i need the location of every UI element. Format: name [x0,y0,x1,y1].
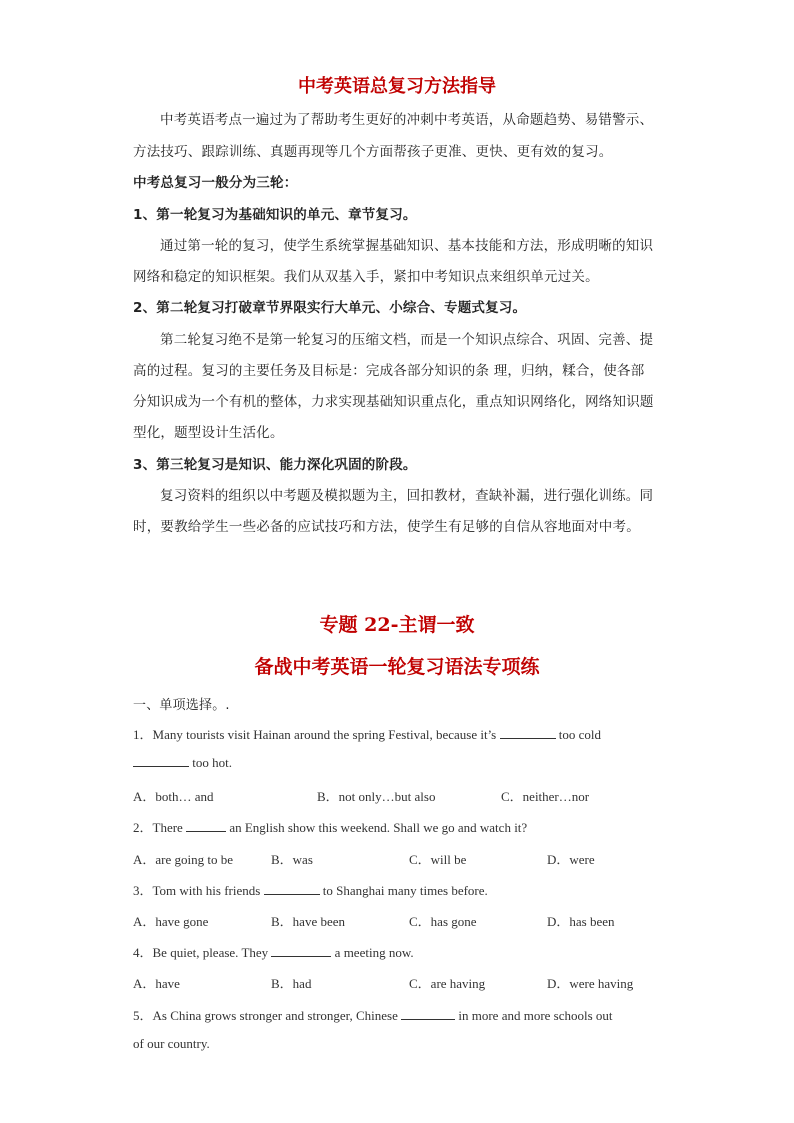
question-number: 4． [133,945,153,960]
round1-line-2: 网络和稳定的知识框架。我们从双基入手，紧扣中考知识点来组织单元过关。 [133,269,599,285]
answer-blank[interactable] [500,727,556,739]
intro-line-2: 方法技巧、跟踪训练、真题再现等几个方面帮孩子更准、更快、更有效的复习。 [133,144,613,160]
question-1-option-b[interactable]: B．not only…but also [317,789,436,804]
question-3-option-d[interactable]: D．has been [547,914,615,929]
topic-subtitle: 备战中考英语一轮复习语法专项练 [254,656,540,678]
question-number: 3． [133,883,153,898]
topic-title: 专题 22-主谓一致 [319,614,475,636]
question-text: As China grows stronger and stronger, Chinese [152,1008,398,1023]
round3-heading: 3、第三轮复习是知识、能力深化巩固的阶段。 [133,457,417,473]
question-text: an English show this weekend. Shall we go and watch it? [229,820,528,835]
question-5-cont: of our country. [133,1036,210,1051]
round1-heading: 1、第一轮复习为基础知识的单元、章节复习。 [133,207,417,223]
question-text: Be quiet, please. They [152,945,269,960]
question-2-option-b[interactable]: B．was [271,852,313,867]
question-text: too cold [558,727,601,742]
question-1 [133,724,601,743]
question-text: There [152,820,183,835]
round1-line-1: 通过第一轮的复习，使学生系统掌握基础知识、基本技能和方法，形成明晰的知识 [160,238,654,254]
question-2 [133,817,527,836]
answer-blank[interactable] [264,883,320,895]
answer-blank[interactable] [186,820,226,832]
question-4-option-b[interactable]: B．had [271,976,312,991]
question-1-cont [133,755,232,771]
answer-blank[interactable] [271,945,331,957]
question-text: a meeting now. [334,945,414,960]
question-1-option-c[interactable]: C．neither…nor [501,789,590,804]
question-text: Many tourists visit Hainan around the spring Festival, because it’s [152,727,497,742]
round3-line-1: 复习资料的组织以中考题及模拟题为主，回扣教材，查缺补漏，进行强化训练。同 [160,488,654,504]
question-4-option-a[interactable]: A．have [133,976,180,991]
answer-blank[interactable] [133,755,189,767]
question-4 [133,942,414,961]
question-2-option-c[interactable]: C．will be [409,852,467,867]
question-text: too hot. [192,755,232,770]
rounds-heading: 中考总复习一般分为三轮： [133,175,298,191]
round2-line-1: 第二轮复习绝不是第一轮复习的压缩文档，而是一个知识点综合、巩固、完善、提 [160,332,654,348]
round2-line-2: 高的过程。复习的主要任务及目标是：完成各部分知识的条 理，归纳，糅合，使各部 [133,363,645,379]
question-3 [133,880,488,899]
section-label: 一、单项选择。. [133,698,230,713]
answer-blank[interactable] [401,1008,455,1020]
question-3-option-b[interactable]: B．have been [271,914,346,929]
question-number: 2． [133,820,153,835]
question-4-option-c[interactable]: C．are having [409,976,486,991]
question-text: Tom with his friends [152,883,261,898]
question-3-option-c[interactable]: C．has gone [409,914,477,929]
intro-line-1: 中考英语考点一遍过为了帮助考生更好的冲刺中考英语，从命题趋势、易错警示、 [160,112,654,128]
question-number: 1． [133,727,153,742]
question-2-option-d[interactable]: D．were [547,852,595,867]
question-4-option-d[interactable]: D．were having [547,976,634,991]
round2-line-3: 分知识成为一个有机的整体，力求实现基础知识重点化，重点知识网络化，网络知识题 [133,394,654,410]
question-2-option-a[interactable]: A．are going to be [133,852,234,867]
guide-title: 中考英语总复习方法指导 [298,76,496,97]
question-3-option-a[interactable]: A．have gone [133,914,209,929]
question-number: 5． [133,1008,153,1023]
round2-line-4: 型化，题型设计生活化。 [133,425,284,441]
round3-line-2: 时，要教给学生一些必备的应试技巧和方法，使学生有足够的自信从容地面对中考。 [133,519,640,535]
question-5 [133,1005,613,1024]
question-text: in more and more schools out [458,1008,613,1023]
question-text: to Shanghai many times before. [322,883,488,898]
question-1-option-a[interactable]: A．both… and [133,789,214,804]
round2-heading: 2、第二轮复习打破章节界限实行大单元、小综合、专题式复习。 [133,300,527,316]
